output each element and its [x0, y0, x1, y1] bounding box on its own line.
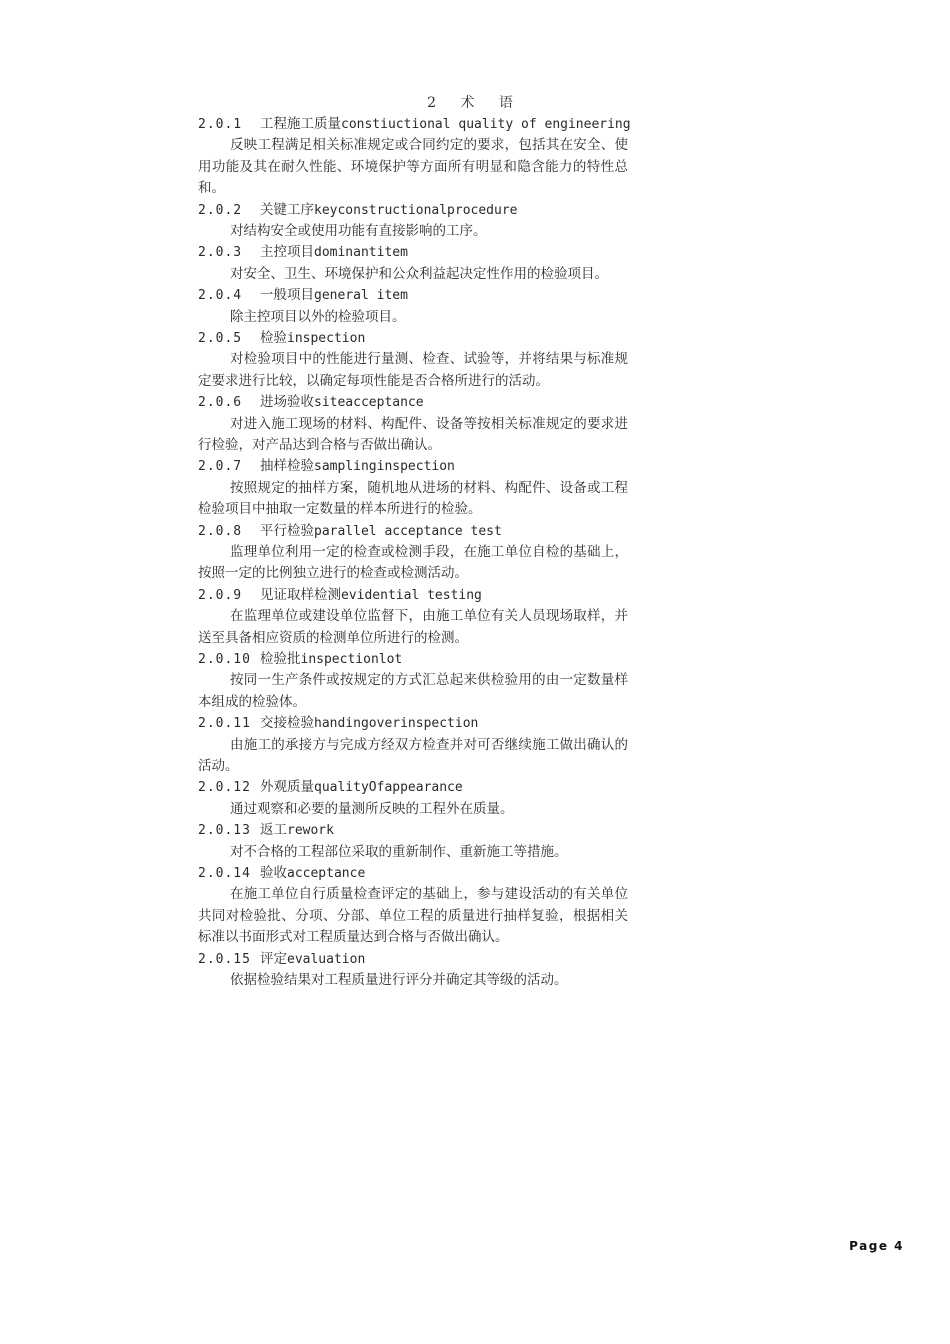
term-heading: [198, 521, 643, 542]
term-definition: 对不合格的工程部位采取的重新制作、重新施工等措施。: [230, 843, 568, 860]
term-number: 2.0.11: [198, 716, 251, 732]
term-number: 2.0.12: [198, 780, 251, 796]
term-definition: 按同一生产条件或按规定的方式汇总起来供检验用的由一定数量样本组成的检验体。: [198, 672, 628, 710]
term-definition: 通过观察和必要的量测所反映的工程外在质量。: [230, 800, 514, 817]
term-name-chinese: 见证取样检测: [260, 586, 341, 603]
term-entry: [198, 200, 643, 243]
term-definition: 对安全、卫生、环境保护和公众利益起决定性作用的检验项目。: [230, 265, 608, 282]
term-name-english: dominantitem: [314, 245, 408, 261]
term-number: 2.0.15: [198, 951, 251, 967]
term-entry: [198, 777, 643, 820]
term-entry: [198, 713, 643, 777]
term-name-chinese: 评定: [260, 950, 287, 967]
term-definition: 对进入施工现场的材料、构配件、设备等按相关标准规定的要求进行检验，对产品达到合格与否做出确认。: [198, 415, 628, 453]
term-definition: 依据检验结果对工程质量进行评分并确定其等级的活动。: [230, 972, 568, 989]
term-heading: [198, 456, 643, 477]
term-name-english: keyconstructionalprocedure: [314, 202, 518, 218]
term-name-english: evidential testing: [341, 587, 482, 603]
term-name-chinese: 一般项目: [260, 287, 314, 304]
term-definition: 对检验项目中的性能进行量测、检查、试验等，并将结果与标准规定要求进行比较，以确定每项性能是否合格所进行的活动。: [198, 351, 628, 389]
term-heading: [198, 777, 643, 798]
term-heading: [198, 585, 643, 606]
term-number: 2.0.9: [198, 587, 243, 603]
term-entry: [198, 521, 643, 585]
term-name-chinese: 主控项目: [260, 244, 314, 261]
term-name: [260, 777, 463, 798]
term-definition: 由施工的承接方与完成方经双方检查并对可否继续施工做出确认的活动。: [198, 736, 628, 775]
term-name-english: qualityOfappearance: [314, 780, 463, 796]
term-name: [260, 649, 402, 670]
term-number: 2.0.3: [198, 245, 243, 261]
term-name-english: constiuctional quality of engineering: [341, 117, 631, 132]
term-name: [260, 585, 482, 606]
page-number: Page 4: [849, 1239, 904, 1253]
term-name-english: inspection: [287, 331, 366, 346]
term-definition: 除主控项目以外的检验项目。: [230, 308, 406, 325]
term-name: [260, 456, 455, 477]
term-entry: [198, 285, 643, 328]
term-name-english: siteacceptance: [314, 395, 424, 411]
term-heading: [198, 242, 643, 263]
term-entry: [198, 242, 643, 285]
term-definition: 监理单位利用一定的检查或检测手段，在施工单位自检的基础上，按照一定的比例独立进行的检查或检测活动。: [198, 544, 628, 582]
term-definition: 对结构安全或使用功能有直接影响的工序。: [230, 223, 487, 239]
term-definition: 按照规定的抽样方案，随机地从进场的材料、构配件、设备或工程检验项目中抽取一定数量的样本所进行的检验。: [198, 479, 628, 518]
term-number: 2.0.5: [198, 331, 243, 346]
term-entry: [198, 456, 643, 520]
term-entry: [198, 114, 643, 200]
term-name-english: inspectionlot: [300, 652, 403, 668]
term-number: 2.0.2: [198, 202, 243, 218]
term-name: [260, 521, 502, 542]
term-heading: [198, 949, 643, 970]
term-name-chinese: 返工: [260, 822, 287, 839]
term-entry: [198, 863, 643, 949]
term-name: [260, 392, 424, 413]
term-name-chinese: 检验批: [260, 651, 301, 668]
term-heading: [198, 200, 643, 221]
term-name-english: parallel acceptance test: [314, 523, 502, 539]
term-name-chinese: 进场验收: [260, 394, 314, 411]
term-number: 2.0.10: [198, 652, 251, 668]
term-number: 2.0.14: [198, 866, 251, 882]
term-name: [260, 949, 365, 970]
term-name-chinese: 检验: [260, 330, 287, 346]
term-heading: [198, 863, 643, 884]
term-name: [260, 328, 365, 349]
term-definition: 在监理单位或建设单位监督下，由施工单位有关人员现场取样，并送至具备相应资质的检测单位所进行的检测。: [198, 608, 628, 646]
term-name-chinese: 平行检验: [260, 522, 314, 539]
term-name-chinese: 交接检验: [260, 715, 314, 732]
term-definition: 反映工程满足相关标准规定或合同约定的要求，包括其在安全、使用功能及其在耐久性能、环境保护等方面所有明显和隐含能力的特性总和。: [198, 137, 628, 197]
term-name: [260, 285, 408, 306]
term-name-english: handingoverinspection: [314, 716, 479, 732]
term-heading: [198, 328, 643, 349]
term-name-english: samplinginspection: [314, 459, 455, 475]
term-heading: [198, 285, 643, 306]
term-number: 2.0.6: [198, 395, 243, 411]
term-name: [260, 200, 518, 221]
term-name-chinese: 验收: [260, 865, 287, 882]
term-entry: [198, 392, 643, 456]
term-number: 2.0.13: [198, 823, 251, 839]
term-entry: [198, 585, 643, 649]
term-number: 2.0.1: [198, 117, 243, 132]
term-number: 2.0.7: [198, 459, 243, 475]
term-entry: [198, 949, 643, 992]
term-heading: [198, 713, 643, 734]
term-name-english: evaluation: [287, 951, 366, 967]
term-heading: [198, 820, 643, 841]
term-name-chinese: 关键工序: [260, 201, 314, 218]
terms-list: [198, 114, 643, 991]
term-number: 2.0.4: [198, 288, 243, 304]
term-definition: 在施工单位自行质量检查评定的基础上，参与建设活动的有关单位共同对检验批、分项、分部、单位工程的质量进行抽样复验，根据相关标准以书面形式对工程质量达到合格与否做出确认。: [198, 886, 628, 946]
term-heading: [198, 649, 643, 670]
term-name-english: general item: [314, 288, 408, 304]
term-heading: [198, 114, 643, 135]
term-name: [260, 863, 365, 884]
term-name-chinese: 外观质量: [260, 779, 314, 796]
term-heading: [198, 392, 643, 413]
term-entry: [198, 328, 643, 392]
term-name-english: rework: [287, 823, 334, 839]
term-entry: [198, 820, 643, 863]
term-number: 2.0.8: [198, 523, 243, 539]
term-entry: [198, 649, 643, 713]
term-name-chinese: 工程施工质量: [260, 116, 341, 132]
term-name-english: acceptance: [287, 866, 366, 882]
chapter-title: 2 术 语: [427, 95, 523, 111]
term-name: [260, 242, 408, 263]
term-name: [260, 820, 334, 841]
term-name: [260, 713, 478, 734]
term-name-chinese: 抽样检验: [260, 458, 314, 475]
term-name: [260, 114, 631, 135]
